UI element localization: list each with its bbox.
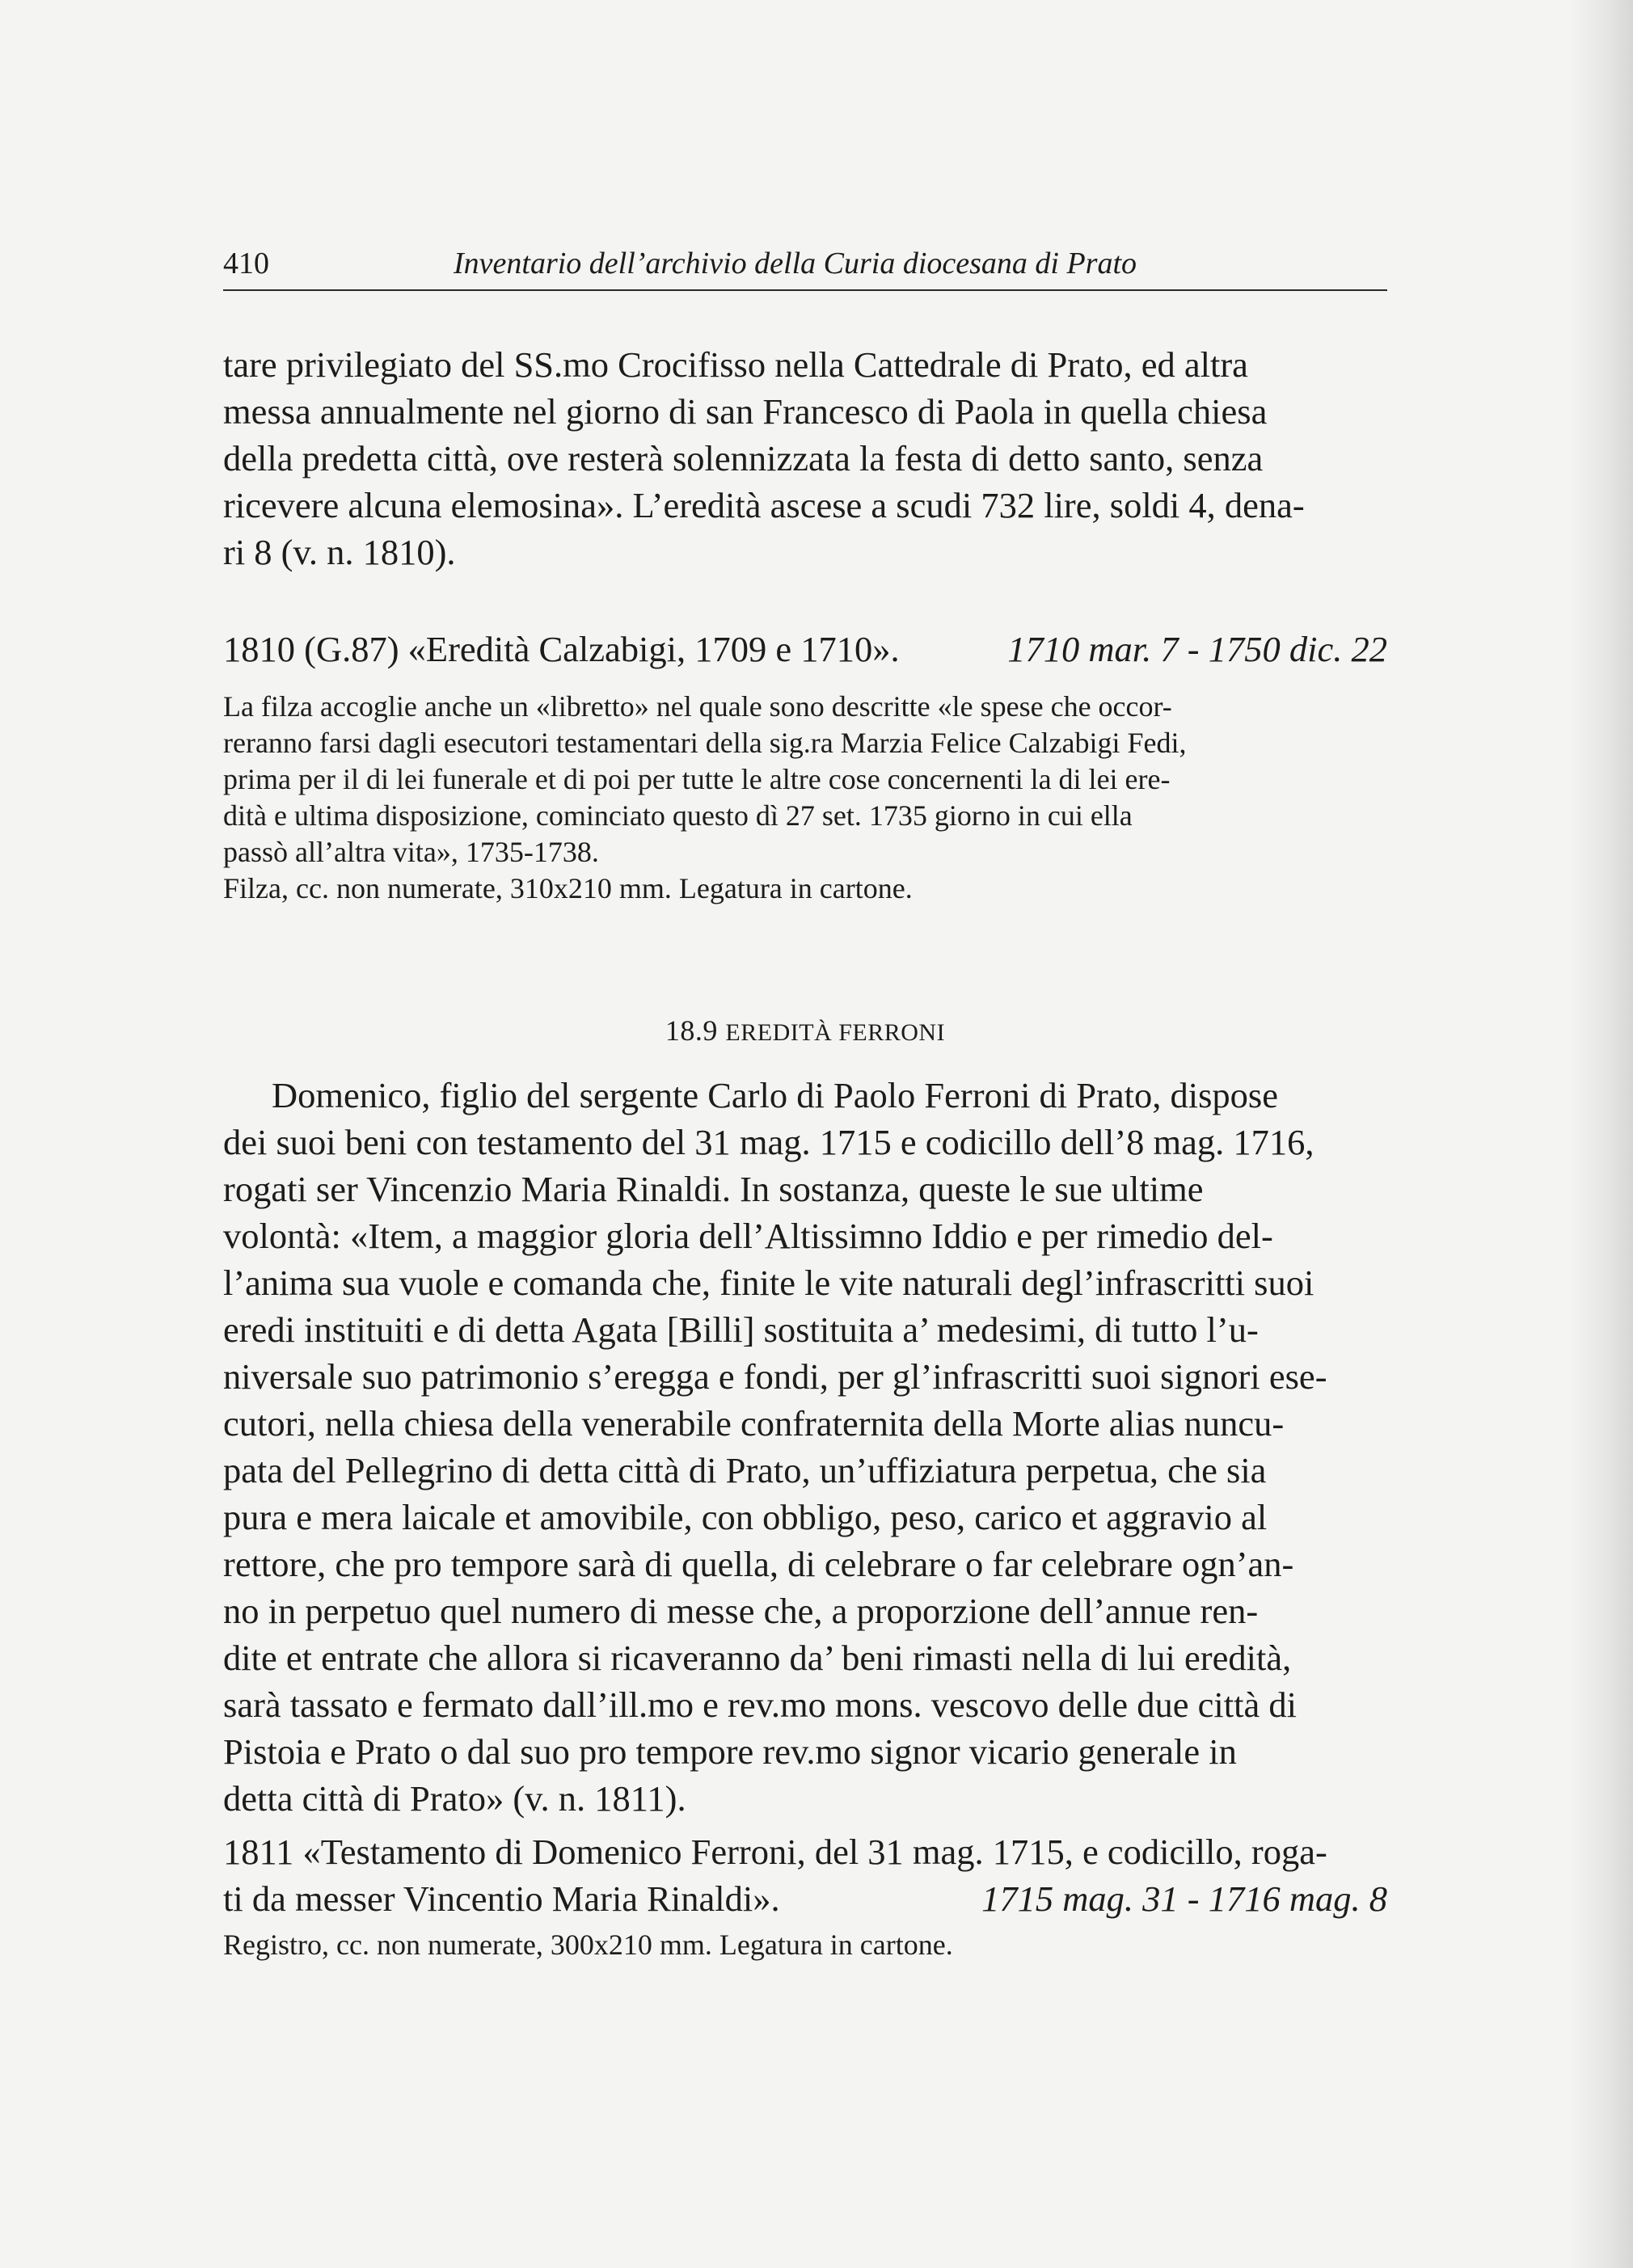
text-line: rogati ser Vincenzio Maria Rinaldi. In sostanza, queste le sue ultime [223,1169,1204,1209]
text-line: niversale suo patrimonio s’eregga e fondi, per gl’infrascritti suoi signori ese- [223,1356,1327,1397]
intro-paragraph [223,341,1387,575]
entry-1811-title-line: 1811 «Testamento di Domenico Ferroni, del 31 mag. 1715, e codicillo, roga- [223,1832,1327,1872]
description-line: passò all’altra vita», 1735-1738. [223,836,599,868]
text-line: l’anima sua vuole e comanda che, finite le vite naturali degl’infrascritti suoi [223,1263,1314,1303]
text-line: messa annualmente nel giorno di san Francesco di Paola in quella chiesa [223,391,1268,432]
entry-1811 [223,1828,1387,1963]
running-head [223,242,1387,291]
entry-1810-description [223,689,1387,907]
text-line: sarà tassato e fermato dall’ill.mo e rev.mo mons. vescovo delle due città di [223,1684,1297,1725]
text-line: no in perpetuo quel numero di messe che, a proporzione dell’annue ren- [223,1591,1259,1631]
entry-1811-dates: 1715 mag. 31 - 1716 mag. 8 [981,1878,1387,1919]
entry-1810-title: 1810 (G.87) «Eredità Calzabigi, 1709 e 1710». [223,629,900,669]
entry-1811-physical: Registro, cc. non numerate, 300x210 mm. Legatura in cartone. [223,1929,953,1961]
text-line: volontà: «Item, a maggior gloria dell’Altissimno Iddio e per rimedio del- [223,1216,1273,1256]
text-line: dite et entrate che allora si ricaveranno da’ beni rimasti nella di lui eredità, [223,1638,1292,1678]
description-line: reranno farsi dagli esecutori testamentari della sig.ra Marzia Felice Calzabigi Fedi, [223,727,1187,759]
text-line: tare privilegiato del SS.mo Crocifisso nella Cattedrale di Prato, ed altra [223,344,1248,385]
section-number: 18.9 [665,1014,718,1047]
entry-1810-physical: Filza, cc. non numerate, 310x210 mm. Legatura in cartone. [223,872,913,904]
section-title: EREDITÀ FERRONI [725,1019,946,1046]
text-line: ri 8 (v. n. 1810). [223,532,456,572]
entry-1810-heading [223,626,1387,672]
entry-1811-heading-row [223,1875,1387,1922]
description-line: La filza accoglie anche un «libretto» nel quale sono descritte «le spese che occor- [223,690,1172,723]
text-line: pata del Pellegrino di detta città di Prato, un’uffiziatura perpetua, che sia [223,1450,1267,1490]
text-line: Domenico, figlio del sergente Carlo di Paolo Ferroni di Prato, dispose [272,1075,1278,1115]
entry-1811-title-line: ti da messer Vincentio Maria Rinaldi». [223,1878,780,1919]
section-heading [223,1014,1387,1048]
text-line: cutori, nella chiesa della venerabile confraternita della Morte alias nuncu- [223,1403,1285,1444]
text-line: dei suoi beni con testamento del 31 mag. 1715 e codicillo dell’8 mag. 1716, [223,1122,1314,1162]
entry-1810 [223,626,1387,672]
scan-edge-shadow [1568,0,1633,2268]
page-number: 410 [223,247,269,280]
text-line: rettore, che pro tempore sarà di quella, di celebrare o far celebrare ogn’an- [223,1544,1294,1584]
text-line: della predetta città, ove resterà solennizzata la festa di detto santo, senza [223,438,1264,478]
ferroni-paragraph [223,1072,1387,1822]
text-line: eredi instituiti e di detta Agata [Billi] sostituita a’ medesimi, di tutto l’u- [223,1309,1259,1350]
description-line: prima per il di lei funerale et di poi per tutte le altre cose concernenti la di lei ere- [223,763,1171,795]
entry-1810-dates: 1710 mar. 7 - 1750 dic. 22 [1007,629,1387,669]
description-line: dità e ultima disposizione, cominciato questo dì 27 set. 1735 giorno in cui ella [223,799,1133,832]
text-line: pura e mera laicale et amovibile, con obbligo, peso, carico et aggravio al [223,1497,1268,1537]
running-title: Inventario dell’archivio della Curia diocesana di Prato [454,247,1137,280]
text-line: ricevere alcuna elemosina». L’eredità ascese a scudi 732 lire, soldi 4, dena- [223,485,1305,525]
text-line: Pistoia e Prato o dal suo pro tempore rev.mo signor vicario generale in [223,1731,1237,1772]
text-line: detta città di Prato» (v. n. 1811). [223,1778,686,1819]
